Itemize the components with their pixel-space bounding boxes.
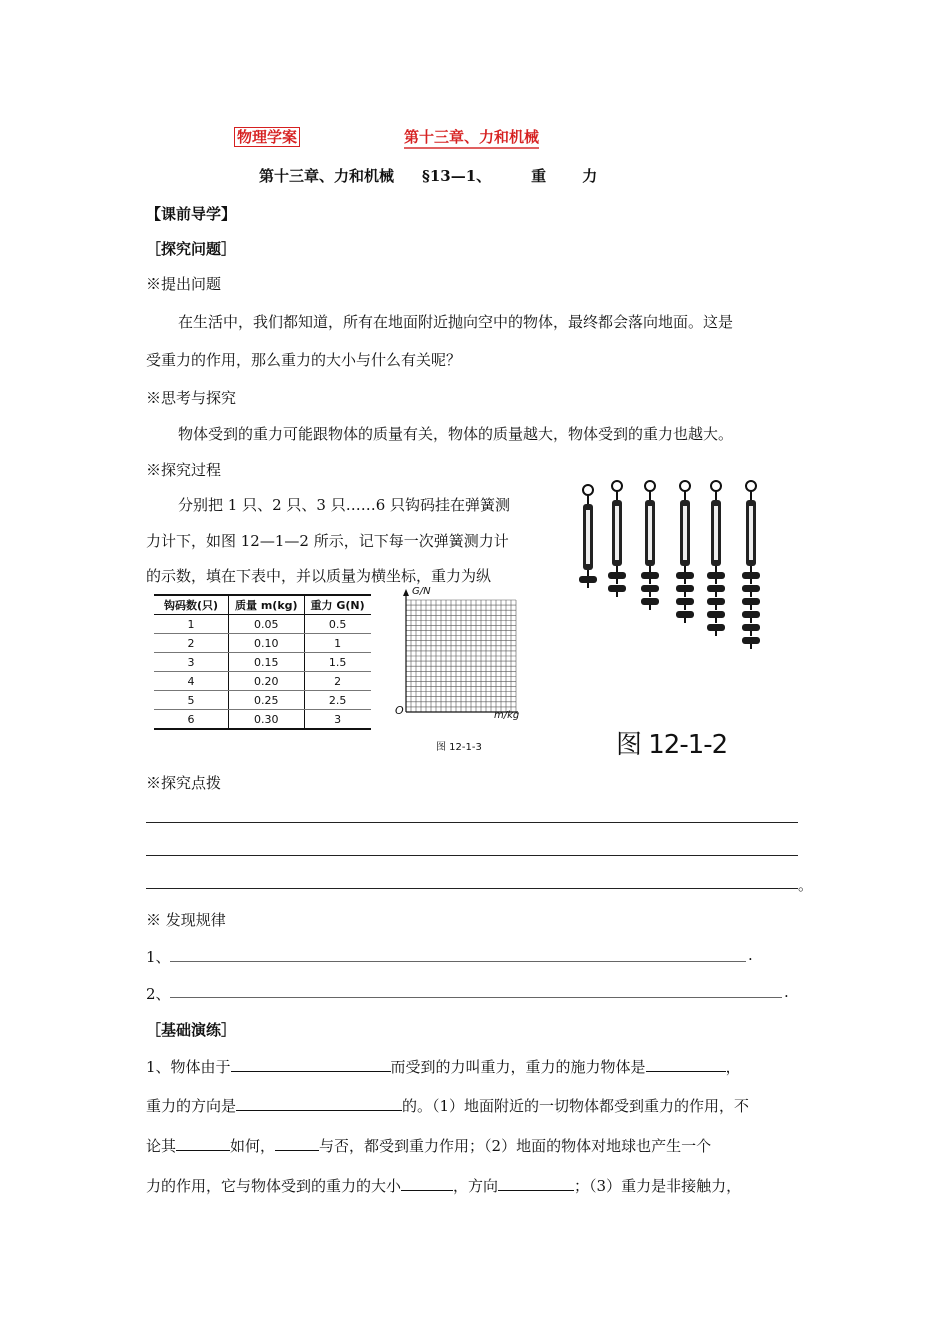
table-cell: 5	[154, 691, 229, 710]
exercise-text: 力的作用，它与物体受到的重力的大小	[146, 1177, 402, 1195]
table-cell: 0.5	[304, 615, 371, 634]
scale-window	[615, 506, 619, 560]
fill-blank[interactable]	[401, 1175, 453, 1191]
table-header-count: 钩码数(只)	[154, 596, 229, 615]
weight	[742, 585, 760, 592]
weight	[707, 598, 725, 605]
fill-blank[interactable]	[498, 1175, 574, 1191]
fill-blank[interactable]	[646, 1056, 726, 1072]
table-cell: 2	[154, 634, 229, 653]
process-line-1: 分别把 1 只、2 只、3 只……6 只钩码挂在弹簧测	[178, 496, 511, 514]
table-cell: 1.5	[304, 653, 371, 672]
weight	[676, 572, 694, 579]
weight	[707, 611, 725, 618]
rule-1-suffix: .	[748, 946, 753, 964]
exercise-line-2	[146, 1095, 749, 1116]
table-row	[154, 615, 371, 634]
hook-ring	[746, 481, 756, 491]
weight	[676, 585, 694, 592]
answer-line	[146, 888, 798, 889]
weight	[742, 611, 760, 618]
exercise-text: 论其	[146, 1137, 177, 1155]
table-cell: 4	[154, 672, 229, 691]
think-line-1: 物体受到的重力可能跟物体的质量有关，物体的质量越大，物体受到的重力也越大。	[178, 425, 734, 443]
table-row	[154, 710, 371, 729]
process-heading: ※探究过程	[146, 461, 222, 479]
think-heading: ※思考与探究	[146, 389, 237, 407]
table-cell: 6	[187, 712, 195, 726]
title-topic-1: 重	[531, 167, 547, 185]
exercise-text: 的。（1）地面附近的一切物体都受到重力的作用，不	[402, 1097, 750, 1115]
table-cell: 3	[154, 653, 229, 672]
weight	[641, 572, 659, 579]
header-label	[234, 126, 300, 147]
table-cell: 1	[154, 615, 229, 634]
y-axis-arrow	[403, 589, 409, 596]
table-cell: 3	[304, 710, 371, 729]
tips-heading: ※探究点拨	[146, 774, 222, 792]
weight	[742, 637, 760, 644]
rule-2-prefix: 2、	[146, 985, 171, 1003]
scale-window	[586, 510, 590, 564]
table-row	[154, 653, 371, 672]
header-left: 物理学案	[234, 127, 300, 147]
hook-ring	[583, 485, 593, 495]
exercise-line-3	[146, 1135, 711, 1156]
weight	[707, 585, 725, 592]
weight	[579, 576, 597, 583]
grid-origin: O	[395, 704, 404, 717]
raise-line-2: 受重力的作用，那么重力的大小与什么有关呢？	[146, 351, 462, 369]
answer-line	[146, 822, 798, 823]
weight	[608, 585, 626, 592]
data-table	[154, 596, 371, 728]
fill-blank[interactable]	[176, 1135, 230, 1151]
hook-ring	[645, 481, 655, 491]
exercise-text: ，	[725, 1058, 741, 1076]
raise-line-1: 在生活中，我们都知道，所有在地面附近抛向空中的物体，最终都会落向地面。这是	[178, 313, 734, 331]
table-cell: 0.20	[229, 672, 305, 691]
weight	[676, 598, 694, 605]
rule-2-suffix: .	[784, 983, 789, 1001]
spring-scales	[579, 481, 760, 649]
answer-end-mark: 。	[798, 876, 814, 894]
grid-x-label: m/kg	[494, 710, 520, 721]
table-cell: 0.15	[229, 653, 305, 672]
weight	[707, 572, 725, 579]
table-row	[154, 672, 371, 691]
title-topic-2: 力	[582, 167, 598, 185]
weight	[742, 624, 760, 631]
section-basic: ［基础演练］	[146, 1021, 237, 1039]
exercise-text: ；（3）重力是非接触力，	[574, 1177, 742, 1195]
rules-heading: ※ 发现规律	[146, 911, 226, 929]
grid-y-label: G/N	[412, 586, 431, 597]
weight	[742, 572, 760, 579]
title-chapter: 第十三章、力和机械	[259, 167, 395, 185]
weight	[742, 598, 760, 605]
fill-blank[interactable]	[275, 1135, 319, 1151]
exercise-text: 而受到的力叫重力，重力的施力物体是	[390, 1058, 646, 1076]
scale-window	[648, 506, 652, 560]
table-header-weight: 重力 G(N)	[304, 596, 371, 615]
rule-1-prefix: 1、	[146, 948, 171, 966]
weight	[676, 611, 694, 618]
exercise-text: 与否，都受到重力作用；（2）地面的物体对地球也产生一个	[319, 1137, 712, 1155]
exercise-text: 重力的方向是	[146, 1097, 237, 1115]
table-cell: 0.30	[229, 710, 305, 729]
spring-scale-figure	[572, 470, 772, 690]
title-section: §13—1、	[422, 167, 492, 185]
raise-heading: ※提出问题	[146, 275, 222, 293]
grid-paper	[392, 586, 532, 722]
table-cell: 0.05	[229, 615, 305, 634]
table-row	[154, 691, 371, 710]
hook-ring	[612, 481, 622, 491]
grid-lines	[406, 600, 516, 712]
scale-window	[749, 506, 753, 560]
table-cell: 2.5	[304, 691, 371, 710]
exercise-text: 如何，	[230, 1137, 276, 1155]
process-line-3: 的示数，填在下表中，并以质量为横坐标，重力为纵	[146, 567, 492, 585]
fill-blank[interactable]	[231, 1056, 391, 1072]
exercise-text: 1、物体由于	[146, 1058, 231, 1076]
table-cell: 0.10	[229, 634, 305, 653]
weight	[608, 572, 626, 579]
weight	[641, 598, 659, 605]
rule-2-line	[170, 997, 782, 998]
rule-1-line	[170, 961, 746, 962]
table-row	[154, 634, 371, 653]
section-explore: ［探究问题］	[146, 240, 237, 258]
answer-line	[146, 855, 798, 856]
table-cell: 1	[304, 634, 371, 653]
weight	[641, 585, 659, 592]
scale-window	[683, 506, 687, 560]
header-chapter: 第十三章、力和机械	[404, 126, 539, 149]
fill-blank[interactable]	[236, 1095, 402, 1111]
section-guide: 【课前导学】	[146, 205, 237, 223]
exercise-line-4	[146, 1175, 741, 1196]
process-line-2: 力计下，如图 12—1—2 所示，记下每一次弹簧测力计	[146, 532, 509, 550]
weight	[707, 624, 725, 631]
page-title	[259, 165, 597, 186]
table-cell: 0.25	[229, 691, 305, 710]
exercise-text: ，方向	[453, 1177, 499, 1195]
hook-ring	[680, 481, 690, 491]
exercise-line-1	[146, 1056, 741, 1077]
grid-caption: 图 12-1-3	[436, 742, 482, 753]
hook-ring	[711, 481, 721, 491]
scale-window	[714, 506, 718, 560]
table-header-mass: 质量 m(kg)	[229, 596, 305, 615]
table-cell: 2	[304, 672, 371, 691]
data-table-wrap	[154, 594, 371, 730]
figure-caption: 图 12-1-2	[616, 730, 728, 760]
